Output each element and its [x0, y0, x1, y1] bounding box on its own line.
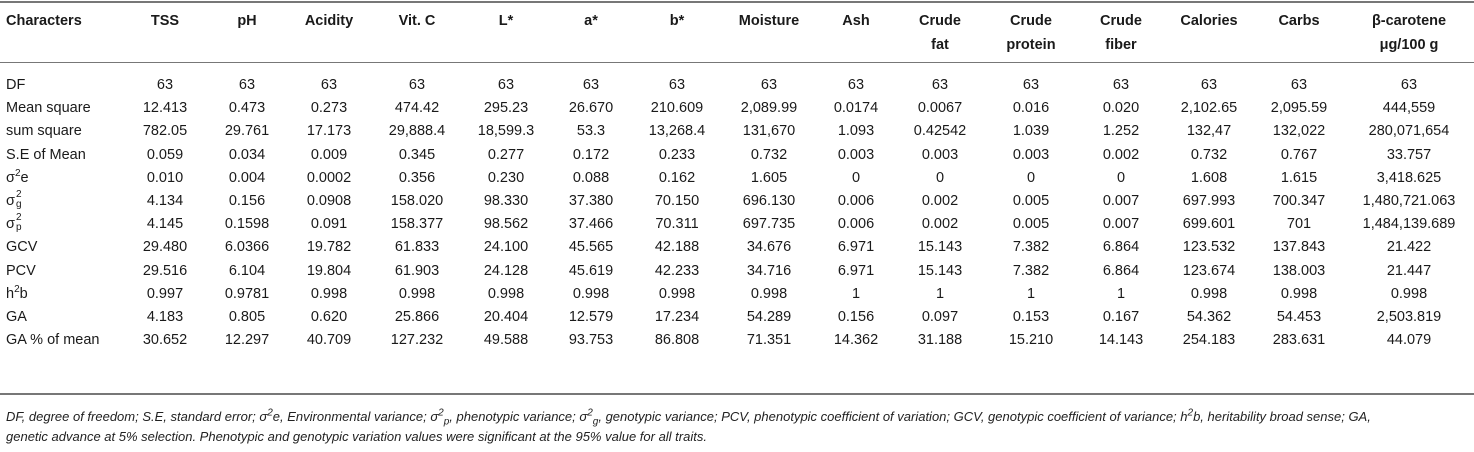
table-cell: 782.05	[142, 123, 188, 140]
table-cell: 0.0002	[306, 169, 352, 186]
table-cell: 127.232	[390, 332, 444, 349]
table-cell: 0.167	[1102, 308, 1140, 325]
table-cell: 37.380	[568, 193, 614, 210]
table-cell: 0.42542	[913, 123, 967, 140]
table-cell: 0.156	[837, 308, 875, 325]
table-cell: 4.134	[146, 193, 184, 210]
table-cell: 63	[582, 77, 600, 94]
row-label: sum square	[6, 123, 82, 140]
table-cell: 474.42	[394, 100, 440, 117]
table-cell: 30.652	[142, 332, 188, 349]
column-header: Calories	[1180, 13, 1238, 29]
table-cell: 697.993	[1182, 193, 1236, 210]
table-cell: 0.998	[658, 285, 696, 302]
table-cell: 15.143	[917, 239, 963, 256]
table-cell: 0.0174	[833, 100, 879, 117]
table-cell: 0.998	[750, 285, 788, 302]
row-label: σ 2 g	[6, 189, 22, 211]
table-cell: 54.289	[746, 308, 792, 325]
table-cell: 1.252	[1102, 123, 1140, 140]
table-cell: 0	[1116, 169, 1126, 186]
table-cell: 0.059	[146, 146, 184, 163]
table-cell: 0.088	[572, 169, 610, 186]
table-cell: 98.562	[483, 216, 529, 233]
table-cell: 1	[1116, 285, 1126, 302]
table-cell: 0.273	[310, 100, 348, 117]
table-cell: 0.016	[1012, 100, 1050, 117]
table-cell: 0.998	[572, 285, 610, 302]
column-header: Moisture	[738, 13, 800, 29]
table-cell: 0.006	[837, 193, 875, 210]
table-cell: 132,47	[1186, 123, 1232, 140]
table-cell: 63	[1400, 77, 1418, 94]
table-cell: 0.007	[1102, 216, 1140, 233]
table-cell: 70.150	[654, 193, 700, 210]
table-row	[0, 97, 1474, 120]
table-row	[0, 190, 1474, 213]
table-cell: 1,480,721.063	[1362, 193, 1456, 210]
table-row	[0, 329, 1474, 352]
row-label: PCV	[6, 262, 36, 279]
table-cell: 63	[668, 77, 686, 94]
table-cell: 137.843	[1272, 239, 1326, 256]
table-cell: 0.004	[228, 169, 266, 186]
table-cell: 700.347	[1272, 193, 1326, 210]
table-cell: 98.330	[483, 193, 529, 210]
table-cell: 701	[1286, 216, 1312, 233]
table-cell: 71.351	[746, 332, 792, 349]
table-cell: 63	[497, 77, 515, 94]
column-header: Crude protein	[1006, 13, 1056, 53]
row-label: S.E of Mean	[6, 146, 86, 163]
row-label: Mean square	[6, 100, 91, 117]
column-header: pH	[237, 13, 257, 29]
table-cell: 33.757	[1386, 146, 1432, 163]
table-cell: 6.971	[837, 239, 875, 256]
table-cell: 0.230	[487, 169, 525, 186]
table-cell: 13,268.4	[648, 123, 706, 140]
table-cell: 63	[1112, 77, 1130, 94]
table-cell: 0.998	[398, 285, 436, 302]
column-header: a*	[584, 13, 598, 29]
column-header: L*	[498, 13, 514, 29]
table-cell: 14.362	[833, 332, 879, 349]
table-cell: 93.753	[568, 332, 614, 349]
table-cell: 17.173	[306, 123, 352, 140]
table-cell: 54.453	[1276, 308, 1322, 325]
table-cell: 42.188	[654, 239, 700, 256]
table-cell: 0.9781	[224, 285, 270, 302]
table-cell: 49.588	[483, 332, 529, 349]
table-cell: 1.608	[1190, 169, 1228, 186]
table-cell: 29.516	[142, 262, 188, 279]
table-cell: 4.183	[146, 308, 184, 325]
table-row	[0, 306, 1474, 329]
table-cell: 138.003	[1272, 262, 1326, 279]
table-cell: 0.005	[1012, 193, 1050, 210]
table-cell: 12.413	[142, 100, 188, 117]
table-cell: 19.782	[306, 239, 352, 256]
table-cell: 0.097	[921, 308, 959, 325]
table-cell: 18,599.3	[477, 123, 535, 140]
table-cell: 40.709	[306, 332, 352, 349]
column-header: Acidity	[304, 13, 354, 29]
table-cell: 0.006	[837, 216, 875, 233]
table-cell: 29.761	[224, 123, 270, 140]
column-header: Crude fiber	[1100, 13, 1142, 53]
row-label: $h^2b$	[6, 283, 28, 302]
table-row	[0, 283, 1474, 306]
table-cell: 63	[408, 77, 426, 94]
table-cell: 1	[1026, 285, 1036, 302]
table-cell: 3,418.625	[1376, 169, 1442, 186]
table-cell: 0.805	[228, 308, 266, 325]
table-cell: 131,670	[742, 123, 796, 140]
table-cell: 6.0366	[224, 239, 270, 256]
table-row	[0, 260, 1474, 283]
table-cell: 34.716	[746, 262, 792, 279]
table-cell: 0.998	[1390, 285, 1428, 302]
header-row	[0, 0, 1474, 62]
table-cell: 42.233	[654, 262, 700, 279]
table-cell: 254.183	[1182, 332, 1236, 349]
table-cell: 63	[1022, 77, 1040, 94]
table-cell: 6.104	[228, 262, 266, 279]
table-cell: 44.079	[1386, 332, 1432, 349]
bottom-rule	[0, 393, 1474, 395]
table-cell: 0.0908	[306, 193, 352, 210]
table-row	[0, 62, 1474, 97]
table-cell: 17.234	[654, 308, 700, 325]
table-cell: 2,095.59	[1270, 100, 1328, 117]
table-cell: 444,559	[1382, 100, 1436, 117]
column-header: Ash	[842, 13, 870, 29]
table-cell: 6.864	[1102, 262, 1140, 279]
table-cell: 31.188	[917, 332, 963, 349]
table-cell: 132,022	[1272, 123, 1326, 140]
table-cell: 0.620	[310, 308, 348, 325]
column-header: Characters	[6, 13, 82, 29]
table-cell: 0.233	[658, 146, 696, 163]
table-cell: 0.153	[1012, 308, 1050, 325]
table-cell: 0.998	[1190, 285, 1228, 302]
table-cell: 1	[935, 285, 945, 302]
table-cell: 1.039	[1012, 123, 1050, 140]
table-cell: 0.009	[310, 146, 348, 163]
table-cell: 0.732	[1190, 146, 1228, 163]
table-cell: 63	[1200, 77, 1218, 94]
column-header: Carbs	[1278, 13, 1320, 29]
table-cell: 123.532	[1182, 239, 1236, 256]
table-cell: 0	[935, 169, 945, 186]
column-header: TSS	[150, 13, 180, 29]
table-row	[0, 236, 1474, 259]
table-cell: 0.002	[1102, 146, 1140, 163]
table-cell: 12.297	[224, 332, 270, 349]
table-cell: 63	[847, 77, 865, 94]
table-cell: 1.615	[1280, 169, 1318, 186]
table-cell: 0.091	[310, 216, 348, 233]
table-cell: 19.804	[306, 262, 352, 279]
table-cell: 63	[760, 77, 778, 94]
table-cell: 0.356	[398, 169, 436, 186]
table-cell: 210.609	[650, 100, 704, 117]
row-label: σ 2 p	[6, 212, 22, 234]
column-header: Crude fat	[919, 13, 961, 53]
table-cell: 86.808	[654, 332, 700, 349]
table-cell: 0.020	[1102, 100, 1140, 117]
table-cell: 63	[156, 77, 174, 94]
table-cell: 0.767	[1280, 146, 1318, 163]
table-cell: 0.010	[146, 169, 184, 186]
table-cell: 6.864	[1102, 239, 1140, 256]
table-cell: 1.605	[750, 169, 788, 186]
table-cell: 0	[851, 169, 861, 186]
table-cell: 15.210	[1008, 332, 1054, 349]
table-cell: 0.002	[921, 193, 959, 210]
table-cell: 0.732	[750, 146, 788, 163]
table-cell: 14.143	[1098, 332, 1144, 349]
table-cell: 0.345	[398, 146, 436, 163]
row-label: $\sigma^2e$	[6, 168, 29, 186]
table-cell: 21.422	[1386, 239, 1432, 256]
table-cell: 1	[851, 285, 861, 302]
table-cell: 54.362	[1186, 308, 1232, 325]
table-cell: 2,102.65	[1180, 100, 1238, 117]
table-cell: 24.100	[483, 239, 529, 256]
table-cell: 25.866	[394, 308, 440, 325]
table-cell: 63	[320, 77, 338, 94]
table-cell: 53.3	[576, 123, 606, 140]
column-header: b*	[669, 13, 685, 29]
table-cell: 2,089.99	[740, 100, 798, 117]
table-cell: 63	[1290, 77, 1308, 94]
table-row	[0, 144, 1474, 167]
table-cell: 6.971	[837, 262, 875, 279]
table-cell: 1,484,139.689	[1362, 216, 1456, 233]
table-cell: 283.631	[1272, 332, 1326, 349]
table-cell: 7.382	[1012, 262, 1050, 279]
table-cell: 7.382	[1012, 239, 1050, 256]
table-cell: 0.473	[228, 100, 266, 117]
table-footnote	[6, 407, 1466, 447]
table-cell: 0.1598	[224, 216, 270, 233]
table-cell: 0.003	[921, 146, 959, 163]
table-cell: 2,503.819	[1376, 308, 1442, 325]
table-cell: 123.674	[1182, 262, 1236, 279]
table-cell: 21.447	[1386, 262, 1432, 279]
row-label: GA % of mean	[6, 332, 100, 349]
table-cell: 295.23	[483, 100, 529, 117]
table-cell: 699.601	[1182, 216, 1236, 233]
column-header: β-carotene μg/100 g	[1371, 13, 1447, 53]
table-row	[0, 213, 1474, 236]
column-header: Vit. C	[398, 13, 436, 29]
row-label: GCV	[6, 239, 38, 256]
table-cell: 45.565	[568, 239, 614, 256]
table-cell: 0.007	[1102, 193, 1140, 210]
table-cell: 0.998	[1280, 285, 1318, 302]
table-cell: 45.619	[568, 262, 614, 279]
table-cell: 158.020	[390, 193, 444, 210]
table-cell: 29,888.4	[388, 123, 446, 140]
table-cell: 0.172	[572, 146, 610, 163]
table-row	[0, 120, 1474, 143]
table-cell: 34.676	[746, 239, 792, 256]
footnote-line-1: DF, degree of freedom; S.E, standard error; $\sigma^2e$, Environmental variance; $\sigma^2_p$, phenotypic variance; $\sigma^2_g$, genotypic variance; PCV, phenotypic coefficient of variation; GCV, genotypic coefficient of variance; $h^2b$, heritability broad sense; GA,	[6, 407, 1371, 428]
table-cell: 15.143	[917, 262, 963, 279]
table-cell: 0.003	[837, 146, 875, 163]
table-cell: 0.034	[228, 146, 266, 163]
table-cell: 70.311	[655, 216, 699, 233]
table-cell: 0.003	[1012, 146, 1050, 163]
table-cell: 24.128	[483, 262, 529, 279]
table-cell: 61.833	[394, 239, 440, 256]
table-cell: 158.377	[390, 216, 444, 233]
table-cell: 697.735	[742, 216, 796, 233]
table-cell: 63	[931, 77, 949, 94]
table-cell: 0.998	[487, 285, 525, 302]
table-cell: 26.670	[568, 100, 614, 117]
table-cell: 20.404	[483, 308, 529, 325]
table-cell: 12.579	[568, 308, 614, 325]
table-cell: 0.156	[228, 193, 266, 210]
row-label: GA	[6, 308, 27, 325]
table-cell: 0.277	[487, 146, 525, 163]
table-cell: 280,071,654	[1368, 123, 1450, 140]
table-cell: 29.480	[142, 239, 188, 256]
table-cell: 0.005	[1012, 216, 1050, 233]
table-cell: 37.466	[568, 216, 614, 233]
table-row	[0, 167, 1474, 190]
table-cell: 0.0067	[917, 100, 963, 117]
table-cell: 1.093	[837, 123, 875, 140]
table-cell: 0.162	[658, 169, 696, 186]
table-cell: 0	[1026, 169, 1036, 186]
table-cell: 4.145	[146, 216, 184, 233]
table-cell: 63	[238, 77, 256, 94]
table-cell: 0.998	[310, 285, 348, 302]
table-cell: 61.903	[394, 262, 440, 279]
table-cell: 696.130	[742, 193, 796, 210]
table-cell: 0.997	[146, 285, 184, 302]
footnote-line-2: genetic advance at 5% selection. Phenotypic and genotypic variation values were significant at the 95% value for all traits.	[6, 429, 707, 444]
row-label: DF	[6, 77, 26, 94]
table-cell: 0.002	[921, 216, 959, 233]
